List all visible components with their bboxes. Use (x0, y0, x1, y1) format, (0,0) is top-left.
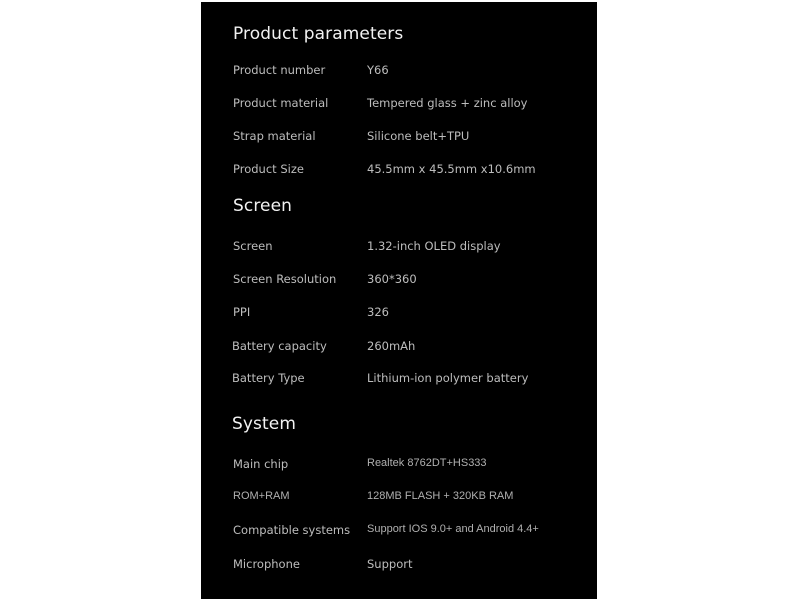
spec-label-product-number: Product number (233, 63, 326, 77)
spec-value-battery-type: Lithium-ion polymer battery (367, 371, 529, 385)
spec-value-rom-ram: 128MB FLASH + 320KB RAM (367, 490, 514, 502)
spec-label-main-chip: Main chip (233, 457, 289, 471)
spec-value-product-material: Tempered glass + zinc alloy (367, 96, 528, 110)
product-spec-panel (201, 2, 597, 599)
spec-label-rom-ram: ROM+RAM (233, 490, 290, 502)
spec-value-compatible-systems: Support IOS 9.0+ and Android 4.4+ (367, 523, 539, 535)
spec-label-screen: Screen (233, 239, 273, 253)
spec-value-product-number: Y66 (367, 63, 389, 77)
spec-value-main-chip: Realtek 8762DT+HS333 (367, 457, 487, 469)
spec-value-screen: 1.32-inch OLED display (367, 239, 501, 253)
spec-label-screen-resolution: Screen Resolution (233, 272, 337, 286)
spec-label-battery-capacity: Battery capacity (232, 339, 327, 353)
section-title-screen: Screen (233, 196, 293, 216)
spec-value-battery-capacity: 260mAh (367, 339, 416, 353)
spec-label-product-material: Product material (233, 96, 329, 110)
section-title-system: System (232, 414, 296, 434)
spec-label-strap-material: Strap material (233, 129, 316, 143)
spec-label-ppi: PPI (233, 305, 251, 319)
spec-label-microphone: Microphone (233, 557, 300, 571)
spec-label-product-size: Product Size (233, 162, 304, 176)
spec-label-compatible-systems: Compatible systems (233, 523, 351, 537)
spec-label-battery-type: Battery Type (232, 371, 305, 385)
spec-value-ppi: 326 (367, 305, 389, 319)
spec-value-product-size: 45.5mm x 45.5mm x10.6mm (367, 162, 536, 176)
spec-value-strap-material: Silicone belt+TPU (367, 129, 470, 143)
spec-value-screen-resolution: 360*360 (367, 272, 417, 286)
spec-value-microphone: Support (367, 557, 413, 571)
section-title-product-parameters: Product parameters (233, 24, 404, 44)
